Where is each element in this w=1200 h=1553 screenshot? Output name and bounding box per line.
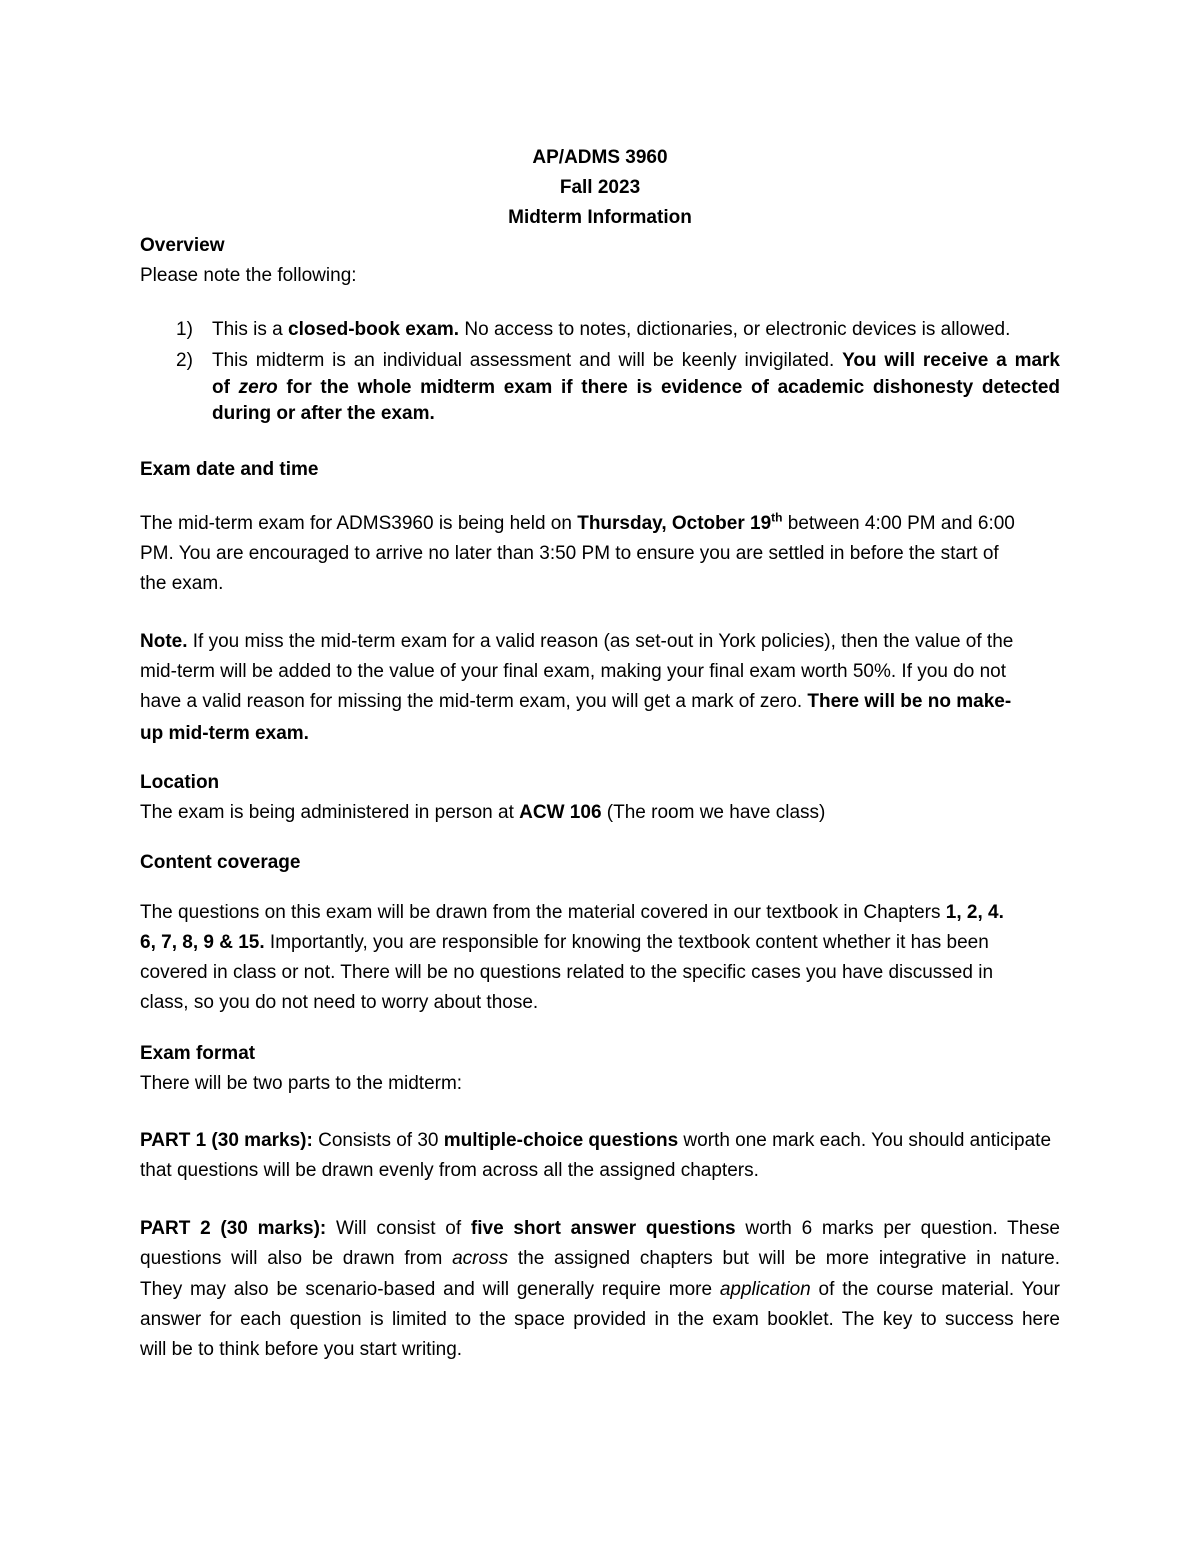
- document-title: Midterm Information: [508, 207, 692, 228]
- exam-format-intro: There will be two parts to the midterm:: [140, 1073, 463, 1094]
- list-item-continuation: of zero for the whole midterm exam if there is evidence of academic dishonesty detected: [212, 377, 1060, 398]
- course-code: AP/ADMS 3960: [532, 147, 668, 168]
- list-item: This midterm is an individual assessment and will be keenly invigilated. You will receive a mark: [212, 350, 1060, 371]
- paragraph-line: mid-term will be added to the value of your final exam, making your final exam worth 50%. If you do not: [140, 661, 1006, 682]
- paragraph-line: have a valid reason for missing the mid-term exam, you will get a mark of zero. There will be no make-: [140, 691, 1012, 712]
- paragraph-line: PART 1 (30 marks): Consists of 30 multiple-choice questions worth one mark each. You should anticipate: [140, 1130, 1052, 1151]
- list-number: 2): [176, 350, 193, 371]
- exam-format-heading: Exam format: [140, 1043, 256, 1064]
- exam-date-heading: Exam date and time: [140, 459, 319, 480]
- overview-heading: Overview: [140, 235, 225, 256]
- list-number: 1): [176, 319, 193, 340]
- location-text: The exam is being administered in person at ACW 106 (The room we have class): [140, 802, 826, 823]
- paragraph-line: answer for each question is limited to the space provided in the exam booklet. The key to success here: [140, 1309, 1060, 1330]
- paragraph-line: Note. If you miss the mid-term exam for a valid reason (as set-out in York policies), then the value of the: [140, 631, 1014, 652]
- document-header: [0, 143, 1200, 233]
- list-item-continuation: during or after the exam.: [212, 403, 435, 424]
- overview-intro: Please note the following:: [140, 265, 357, 286]
- paragraph-line: up mid-term exam.: [140, 723, 309, 744]
- paragraph-line: that questions will be drawn evenly from across all the assigned chapters.: [140, 1160, 759, 1181]
- term: Fall 2023: [559, 177, 641, 198]
- paragraph-line: PM. You are encouraged to arrive no later than 3:50 PM to ensure you are settled in before the start of: [140, 543, 999, 564]
- paragraph-line: covered in class or not. There will be no questions related to the specific cases you have discussed in: [140, 962, 994, 983]
- paragraph-line: They may also be scenario-based and will generally require more application of the course material. Your: [140, 1279, 1060, 1300]
- paragraph-line: The questions on this exam will be drawn from the material covered in our textbook in Chapters 1, 2, 4.: [140, 902, 1004, 923]
- paragraph-line: 6, 7, 8, 9 & 15. Importantly, you are responsible for knowing the textbook content whether it has been: [140, 932, 989, 953]
- paragraph-line: the exam.: [140, 573, 224, 594]
- list-item: This is a closed-book exam. No access to notes, dictionaries, or electronic devices is allowed.: [212, 319, 1011, 340]
- paragraph-line: The mid-term exam for ADMS3960 is being held on Thursday, October 19th between 4:00 PM and 6:00: [140, 510, 1015, 534]
- paragraph-line: class, so you do not need to worry about those.: [140, 992, 539, 1013]
- content-coverage-heading: Content coverage: [140, 852, 301, 873]
- paragraph-line: will be to think before you start writing.: [140, 1339, 463, 1360]
- paragraph-line: questions will also be drawn from across the assigned chapters but will be more integrative in nature.: [140, 1248, 1060, 1269]
- location-heading: Location: [140, 772, 220, 793]
- paragraph-line: PART 2 (30 marks): Will consist of five short answer questions worth 6 marks per question. These: [140, 1218, 1060, 1239]
